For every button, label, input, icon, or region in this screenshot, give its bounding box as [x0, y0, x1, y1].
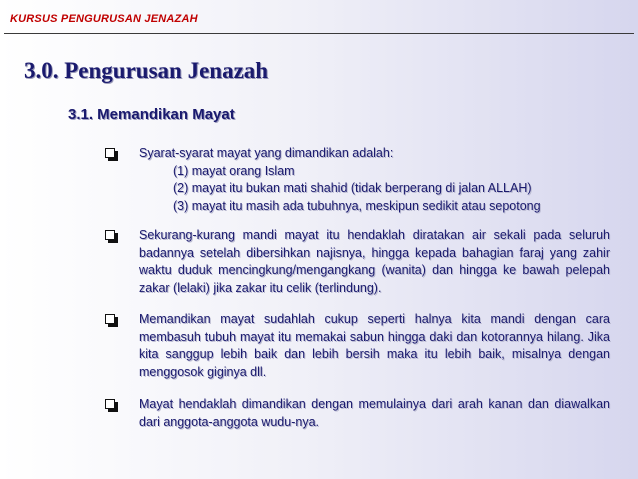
slide-header: KURSUS PENGURUSAN JENAZAH	[10, 13, 198, 25]
checkbox-bullet-icon	[105, 314, 115, 324]
condition-item: (2) mayat itu bukan mati shahid (tidak berperang di jalan ALLAH)	[173, 181, 532, 195]
bullet-item	[100, 145, 610, 215]
bullet-text: Mayat hendaklah dimandikan dengan memulainya dari arah kanan dan diawalkan dari anggota-anggota wudu-nya.	[139, 397, 610, 429]
condition-item: (1) mayat orang Islam	[173, 163, 295, 178]
condition-item: (3) mayat itu masih ada tubuhnya, meskipun sedikit atau sepotong	[173, 198, 541, 213]
bullet-text: Sekurang-kurang mandi mayat itu hendaklah diratakan air sekali pada seluruh badannya setelah dibersihkan najisnya, hingga kepada bahagian faraj yang zahir waktu duduk mencingkung/mengangkang (wanita) dan hingga ke bawah pelepah zakar (lelaki) jika zakar itu celik (terlindung).	[139, 228, 610, 295]
checkbox-bullet-icon	[105, 148, 115, 158]
bullet-text: Memandikan mayat sudahlah cukup seperti halnya kita mandi dengan cara membasuh tubuh mayat itu memakai sabun hingga daki dan kotorannya hilang. Jika kita sanggup lebih baik dan lebih bersih maka itu lebih baik, misalnya dengan menggosok giginya dll.	[139, 312, 610, 379]
bullet-item	[100, 396, 610, 431]
header-divider	[4, 33, 634, 34]
bullet-item	[100, 227, 610, 297]
section-subtitle: 3.1. Memandikan Mayat	[68, 106, 235, 123]
bullet-item	[100, 311, 610, 381]
bullet-text: Syarat-syarat mayat yang dimandikan adalah:	[139, 146, 394, 160]
slide-title: 3.0. Pengurusan Jenazah	[24, 58, 269, 83]
checkbox-bullet-icon	[105, 230, 115, 240]
checkbox-bullet-icon	[105, 399, 115, 409]
